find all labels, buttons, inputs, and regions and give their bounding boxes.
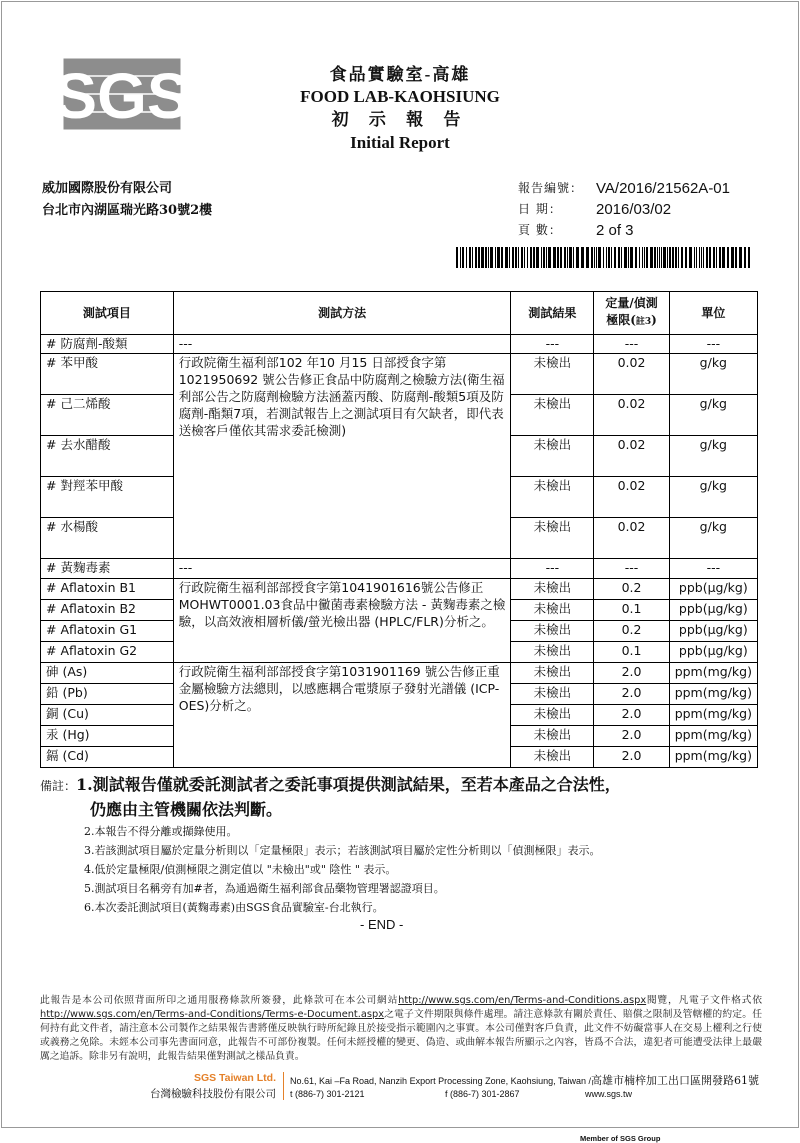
barcode-bar bbox=[744, 247, 746, 268]
barcode-bar bbox=[646, 247, 648, 268]
barcode-bar bbox=[663, 247, 666, 268]
barcode-bar bbox=[639, 247, 640, 268]
header-method: 測試方法 bbox=[173, 292, 511, 335]
test-unit: g/kg bbox=[669, 518, 757, 559]
barcode-bar bbox=[521, 247, 523, 268]
header-unit: 單位 bbox=[669, 292, 757, 335]
note-3: 3.若該測試項目屬於定量分析則以「定量極限」表示；若該測試項目屬於定性分析則以「偵測極限」表示。 bbox=[84, 844, 601, 857]
barcode-bar bbox=[735, 247, 737, 268]
report-title bbox=[250, 64, 550, 154]
barcode-bar bbox=[567, 247, 568, 268]
test-unit: ppb(μg/kg) bbox=[669, 621, 757, 642]
table-row bbox=[41, 559, 758, 579]
lab-name-en: FOOD LAB-KAOHSIUNG bbox=[300, 87, 500, 106]
test-lod: 0.2 bbox=[594, 621, 669, 642]
barcode-bar bbox=[505, 247, 508, 268]
barcode-bar bbox=[541, 247, 542, 268]
test-unit: ppb(μg/kg) bbox=[669, 579, 757, 600]
test-result: 未檢出 bbox=[511, 705, 594, 726]
date-label: 日 期： bbox=[518, 202, 562, 216]
test-lod: 0.02 bbox=[594, 518, 669, 559]
test-item: # Aflatoxin B1 bbox=[41, 579, 174, 600]
test-result: 未檢出 bbox=[511, 642, 594, 663]
barcode bbox=[456, 247, 754, 268]
barcode-bar bbox=[689, 247, 692, 268]
barcode-bar bbox=[675, 247, 677, 268]
barcode-bar bbox=[709, 247, 711, 268]
barcode-bar bbox=[654, 247, 656, 268]
barcode-bar bbox=[685, 247, 687, 268]
test-unit: ppm(mg/kg) bbox=[669, 747, 757, 768]
barcode-bar bbox=[621, 247, 622, 268]
group-result: --- bbox=[511, 559, 594, 579]
test-item: # 對羥苯甲酸 bbox=[41, 477, 174, 518]
test-method: 行政院衛生福利部部授食字第1031901169 號公告修正重金屬檢驗方法總則，以感應耦合電漿原子發射光譜儀 (ICP-OES)分析之。 bbox=[173, 663, 511, 768]
barcode-bar bbox=[495, 247, 496, 268]
barcode-bar bbox=[536, 247, 539, 268]
barcode-bar bbox=[557, 247, 559, 268]
footer-brand-zh: 台灣檢驗科技股份有限公司 bbox=[150, 1088, 276, 1100]
client-block bbox=[42, 178, 212, 222]
group-result: --- bbox=[511, 335, 594, 354]
footer-address-zh: 高雄市楠梓加工出口區開發路61號 bbox=[591, 1074, 760, 1087]
barcode-bar bbox=[460, 247, 461, 268]
barcode-bar bbox=[478, 247, 480, 268]
barcode-bar bbox=[490, 247, 493, 268]
barcode-bar bbox=[748, 247, 750, 268]
test-item: 鎘 (Cd) bbox=[41, 747, 174, 768]
barcode-bar bbox=[546, 247, 547, 268]
test-result: 未檢出 bbox=[511, 477, 594, 518]
barcode-bar bbox=[611, 247, 612, 268]
barcode-bar bbox=[642, 247, 643, 268]
table-row bbox=[41, 663, 758, 684]
report-type-zh: 初 示 報 告 bbox=[331, 110, 469, 129]
group-method: --- bbox=[173, 335, 511, 354]
test-result: 未檢出 bbox=[511, 747, 594, 768]
header-item: 測試項目 bbox=[41, 292, 174, 335]
test-item: # 去水醋酸 bbox=[41, 436, 174, 477]
test-lod: 2.0 bbox=[594, 705, 669, 726]
barcode-bar bbox=[672, 247, 674, 268]
barcode-bar bbox=[618, 247, 620, 268]
barcode-bar bbox=[518, 247, 519, 268]
note-1a: 1.測試報告僅就委託測試者之委託事項提供測試結果，至若本產品之合法性， bbox=[76, 775, 621, 794]
footer bbox=[40, 1072, 762, 1143]
barcode-bar bbox=[659, 247, 660, 268]
disclaimer-part-1: 此報告是本公司依照背面所印之通用服務條款所簽發，此條款可在本公司網站 bbox=[40, 995, 399, 1006]
test-lod: 0.02 bbox=[594, 395, 669, 436]
test-unit: ppm(mg/kg) bbox=[669, 684, 757, 705]
barcode-bar bbox=[650, 247, 653, 268]
barcode-bar bbox=[560, 247, 562, 268]
barcode-bar bbox=[594, 247, 595, 268]
barcode-bar bbox=[739, 247, 742, 268]
test-item: # 苯甲酸 bbox=[41, 354, 174, 395]
test-unit: g/kg bbox=[669, 354, 757, 395]
logo-text: SGS bbox=[54, 60, 190, 132]
barcode-bar bbox=[669, 247, 671, 268]
barcode-bar bbox=[703, 247, 704, 268]
notes-section bbox=[40, 773, 760, 917]
table-header-row bbox=[41, 292, 758, 335]
barcode-bar bbox=[530, 247, 532, 268]
barcode-bar bbox=[696, 247, 697, 268]
barcode-bar bbox=[657, 247, 658, 268]
barcode-bar bbox=[548, 247, 551, 268]
barcode-bar bbox=[475, 247, 477, 268]
note-1b: 仍應由主管機關依法判斷。 bbox=[90, 800, 283, 819]
barcode-bar bbox=[553, 247, 556, 268]
report-date: 2016/03/02 bbox=[596, 201, 672, 218]
barcode-bar bbox=[576, 247, 579, 268]
page-label: 頁 數： bbox=[518, 223, 562, 237]
barcode-bar bbox=[681, 247, 683, 268]
note-2: 2.本報告不得分離或擷錄使用。 bbox=[84, 825, 238, 838]
test-result: 未檢出 bbox=[511, 600, 594, 621]
note-6: 6.本次委託測試項目(黃麴毒素)由SGS食品實驗室-台北執行。 bbox=[84, 901, 384, 914]
group-unit: --- bbox=[669, 335, 757, 354]
test-item: 砷 (As) bbox=[41, 663, 174, 684]
barcode-bar bbox=[569, 247, 572, 268]
test-unit: ppb(μg/kg) bbox=[669, 600, 757, 621]
footer-divider bbox=[283, 1072, 284, 1100]
table-row bbox=[41, 579, 758, 600]
notes-label: 備註： bbox=[40, 779, 77, 793]
barcode-bar bbox=[543, 247, 545, 268]
barcode-bar bbox=[706, 247, 708, 268]
test-unit: ppm(mg/kg) bbox=[669, 663, 757, 684]
barcode-bar bbox=[466, 247, 467, 268]
test-lod: 0.02 bbox=[594, 436, 669, 477]
header-lod bbox=[594, 292, 669, 335]
barcode-bar bbox=[644, 247, 645, 268]
test-result: 未檢出 bbox=[511, 663, 594, 684]
header-lod-line1: 定量/偵測 bbox=[605, 296, 658, 310]
barcode-bar bbox=[716, 247, 717, 268]
barcode-bar bbox=[497, 247, 500, 268]
barcode-bar bbox=[635, 247, 637, 268]
header-lod-close: ) bbox=[651, 313, 657, 327]
test-lod: 0.2 bbox=[594, 579, 669, 600]
barcode-bar bbox=[456, 247, 458, 268]
test-unit: ppm(mg/kg) bbox=[669, 705, 757, 726]
barcode-bar bbox=[694, 247, 695, 268]
report-meta bbox=[518, 178, 730, 241]
test-unit: ppm(mg/kg) bbox=[669, 726, 757, 747]
barcode-bar bbox=[586, 247, 589, 268]
barcode-bar bbox=[624, 247, 627, 268]
barcode-bar bbox=[661, 247, 662, 268]
end-marker: - END - bbox=[360, 917, 404, 932]
test-item: # 己二烯酸 bbox=[41, 395, 174, 436]
barcode-bar bbox=[630, 247, 633, 268]
footer-member: Member of SGS Group bbox=[580, 1134, 661, 1143]
lab-name-zh: 食品實驗室-高雄 bbox=[329, 65, 471, 84]
barcode-bar bbox=[628, 247, 629, 268]
group-unit: --- bbox=[669, 559, 757, 579]
report-type-en: Initial Report bbox=[350, 133, 450, 152]
barcode-bar bbox=[524, 247, 525, 268]
barcode-bar bbox=[701, 247, 702, 268]
test-unit: g/kg bbox=[669, 395, 757, 436]
page-count: 2 of 3 bbox=[596, 222, 634, 239]
barcode-bar bbox=[608, 247, 610, 268]
test-lod: 2.0 bbox=[594, 747, 669, 768]
barcode-bar bbox=[591, 247, 593, 268]
test-result: 未檢出 bbox=[511, 436, 594, 477]
group-label: # 黃麴毒素 bbox=[41, 559, 174, 579]
test-lod: 2.0 bbox=[594, 663, 669, 684]
barcode-bar bbox=[719, 247, 721, 268]
test-item: # 水楊酸 bbox=[41, 518, 174, 559]
results-table bbox=[40, 291, 758, 768]
test-item: 銅 (Cu) bbox=[41, 705, 174, 726]
test-unit: g/kg bbox=[669, 436, 757, 477]
test-unit: ppb(μg/kg) bbox=[669, 642, 757, 663]
test-result: 未檢出 bbox=[511, 518, 594, 559]
barcode-bar bbox=[667, 247, 668, 268]
barcode-bar bbox=[462, 247, 464, 268]
test-method: 行政院衛生福利部102 年10 月15 日部授食字第1021950692 號公告修正食品中防腐劑之檢驗方法(衛生福利部公告之防腐劑檢驗方法涵蓋丙酸、防腐劑-酸類5項及防腐劑-酯類7項，若測試報告上之測試項目有欠缺者，即代表送檢客戶僅依其需求委託檢測) bbox=[173, 354, 511, 559]
test-item: # Aflatoxin B2 bbox=[41, 600, 174, 621]
disclaimer-part-3: 之電子文件期限與條件處理。請注意條款有關於責任、賠償之限制及管轄權的約定。任何持有此文件者，請注意本公司製作之結果報告書將僅反映執行時所紀錄且於接受指示範圍內之事實。本公司僅對客戶負責，此文件不妨礙當事人在交易上權利之行使或義務之免除。未經本公司事先書面同意，此報告不可部份複製。任何未經授權的變更、偽造、或曲解本報告所顯示之內容，皆爲不合法，違犯者可能遭受法律上最嚴厲之追訴。除非另有說明，此報告結果僅對測試之樣品負責。 bbox=[40, 1009, 762, 1062]
barcode-bar bbox=[527, 247, 528, 268]
barcode-bar bbox=[485, 247, 487, 268]
terms-e-document-link[interactable]: http://www.sgs.com/en/Terms-and-Conditions/Terms-e-Document.aspx bbox=[40, 1009, 385, 1020]
note-1 bbox=[40, 773, 760, 798]
client-name: 威加國際股份有限公司 bbox=[42, 181, 173, 196]
test-item: # Aflatoxin G2 bbox=[41, 642, 174, 663]
group-method: --- bbox=[173, 559, 511, 579]
group-lod: --- bbox=[594, 335, 669, 354]
barcode-bar bbox=[469, 247, 471, 268]
header-lod-line2: 極限( bbox=[606, 313, 636, 327]
barcode-bar bbox=[472, 247, 473, 268]
test-lod: 0.1 bbox=[594, 600, 669, 621]
barcode-bar bbox=[533, 247, 535, 268]
table-row bbox=[41, 354, 758, 395]
barcode-bar bbox=[488, 247, 489, 268]
report-no-label: 報告編號： bbox=[518, 181, 584, 195]
test-lod: 0.1 bbox=[594, 642, 669, 663]
barcode-bar bbox=[573, 247, 574, 268]
client-address: 台北市內湖區瑞光路30號2樓 bbox=[42, 203, 213, 218]
barcode-bar bbox=[581, 247, 584, 268]
test-lod: 2.0 bbox=[594, 684, 669, 705]
test-lod: 0.02 bbox=[594, 477, 669, 518]
barcode-bar bbox=[678, 247, 679, 268]
footer-brand: SGS Taiwan Ltd. bbox=[193, 1072, 276, 1084]
barcode-bar bbox=[699, 247, 700, 268]
disclaimer-part-2: 閱覽，凡電子文件格式依 bbox=[646, 995, 763, 1006]
barcode-bar bbox=[509, 247, 510, 268]
barcode-bar bbox=[731, 247, 734, 268]
test-lod: 2.0 bbox=[594, 726, 669, 747]
footer-tel: t (886-7) 301-2121 bbox=[290, 1089, 365, 1099]
test-method: 行政院衛生福利部部授食字第1041901616號公告修正MOHWT0001.03食品中黴菌毒素檢驗方法 - 黃麴毒素之檢驗，以高效液相層析儀/螢光檢出器 (HPLC/FLR)分析之。 bbox=[173, 579, 511, 663]
barcode-bar bbox=[727, 247, 729, 268]
barcode-bar bbox=[501, 247, 503, 268]
barcode-bar bbox=[596, 247, 597, 268]
test-item: # Aflatoxin G1 bbox=[41, 621, 174, 642]
test-unit: g/kg bbox=[669, 477, 757, 518]
note-5: 5.測試項目名稱旁有加#者，為通過衛生福利部食品藥物管理署認證項目。 bbox=[84, 882, 445, 895]
sgs-logo bbox=[54, 58, 190, 132]
report-no: VA/2016/21562A-01 bbox=[596, 180, 730, 197]
legal-disclaimer bbox=[40, 994, 762, 1064]
note-4: 4.低於定量極限/偵測極限之測定值以 "未檢出"或" 陰性 " 表示。 bbox=[84, 863, 397, 876]
barcode-bar bbox=[564, 247, 566, 268]
barcode-bar bbox=[614, 247, 616, 268]
test-result: 未檢出 bbox=[511, 621, 594, 642]
barcode-bar bbox=[713, 247, 715, 268]
footer-fax: f (886-7) 301-2867 bbox=[445, 1089, 520, 1099]
barcode-bar bbox=[481, 247, 484, 268]
group-lod: --- bbox=[594, 559, 669, 579]
footer-address-en: No.61, Kai –Fa Road, Nanzih Export Processing Zone, Kaohsiung, Taiwan / bbox=[290, 1076, 592, 1086]
test-result: 未檢出 bbox=[511, 579, 594, 600]
group-label: # 防腐劑-酸類 bbox=[41, 335, 174, 354]
table-row bbox=[41, 335, 758, 354]
test-result: 未檢出 bbox=[511, 726, 594, 747]
footer-company bbox=[92, 1072, 276, 1101]
barcode-bar bbox=[722, 247, 725, 268]
terms-link[interactable]: http://www.sgs.com/en/Terms-and-Conditions.aspx bbox=[398, 995, 647, 1006]
barcode-bar bbox=[515, 247, 517, 268]
footer-web[interactable]: www.sgs.tw bbox=[585, 1089, 633, 1099]
barcode-bar bbox=[512, 247, 514, 268]
test-lod: 0.02 bbox=[594, 354, 669, 395]
header-lod-note: 註3 bbox=[635, 317, 652, 327]
test-result: 未檢出 bbox=[511, 395, 594, 436]
barcode-bar bbox=[603, 247, 604, 268]
test-item: 汞 (Hg) bbox=[41, 726, 174, 747]
test-item: 鉛 (Pb) bbox=[41, 684, 174, 705]
barcode-bar bbox=[598, 247, 601, 268]
test-result: 未檢出 bbox=[511, 354, 594, 395]
test-result: 未檢出 bbox=[511, 684, 594, 705]
barcode-bar bbox=[606, 247, 607, 268]
header-result: 測試結果 bbox=[511, 292, 594, 335]
